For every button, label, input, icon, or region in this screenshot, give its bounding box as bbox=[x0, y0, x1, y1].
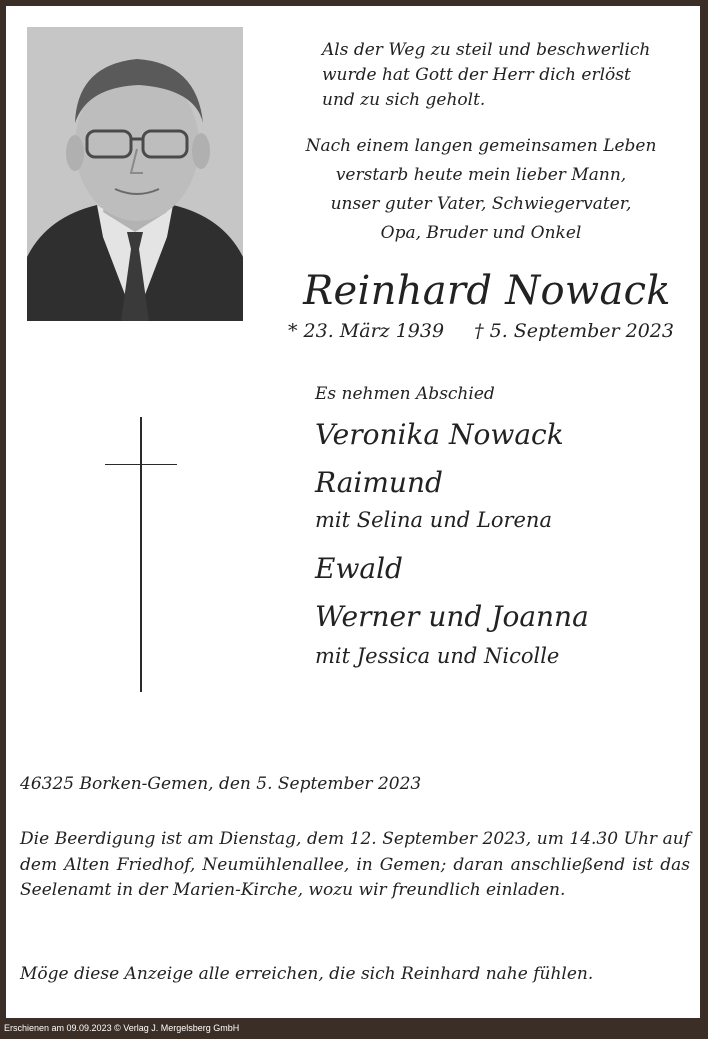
portrait-image bbox=[27, 27, 243, 321]
mourner-name: Raimund bbox=[315, 466, 443, 499]
life-dates bbox=[288, 320, 674, 342]
death-announcement bbox=[282, 132, 680, 248]
mourner-name: Veronika Nowack bbox=[315, 418, 564, 451]
place-date: 46325 Borken-Gemen, den 5. September 2023 bbox=[20, 774, 422, 794]
death-date: † 5. September 2023 bbox=[474, 320, 674, 342]
mourner-name: Ewald bbox=[315, 552, 403, 585]
mourner-sub: mit Selina und Lorena bbox=[315, 508, 552, 532]
poem bbox=[322, 38, 650, 113]
poem-line: Als der Weg zu steil und beschwerlich bbox=[322, 40, 651, 60]
obituary-card bbox=[6, 6, 700, 1018]
poem-line: wurde hat Gott der Herr dich erlöst bbox=[322, 65, 631, 85]
publication-footer: Erschienen am 09.09.2023 © Verlag J. Mergelsberg GmbH bbox=[4, 1023, 240, 1033]
birth-date: * 23. März 1939 bbox=[288, 320, 445, 342]
deceased-name: Reinhard Nowack bbox=[303, 268, 671, 314]
funeral-details: Die Beerdigung ist am Dienstag, dem 12. September 2023, um 14.30 Uhr auf dem Alten Friedhof, Neumühlenallee, in Gemen; daran anschließend ist das Seelenamt in der Marien-Kirche, wozu wir freundlich einladen. bbox=[20, 829, 690, 900]
poem-line: und zu sich geholt. bbox=[322, 90, 486, 110]
cross-horizontal-bar bbox=[105, 464, 177, 465]
announcement-line: verstarb heute mein lieber Mann, bbox=[335, 165, 627, 185]
announcement-line: Opa, Bruder und Onkel bbox=[380, 223, 582, 243]
announcement-line: unser guter Vater, Schwiegervater, bbox=[330, 194, 632, 214]
portrait-photo bbox=[27, 27, 243, 321]
announcement-line: Nach einem langen gemeinsamen Leben bbox=[305, 136, 657, 156]
mourner-sub: mit Jessica und Nicolle bbox=[315, 644, 560, 668]
closing-line: Möge diese Anzeige alle erreichen, die sich Reinhard nahe fühlen. bbox=[20, 964, 594, 984]
mourner-name: Werner und Joanna bbox=[315, 600, 589, 633]
cross-vertical-bar bbox=[140, 417, 142, 692]
farewell-intro: Es nehmen Abschied bbox=[315, 384, 495, 404]
